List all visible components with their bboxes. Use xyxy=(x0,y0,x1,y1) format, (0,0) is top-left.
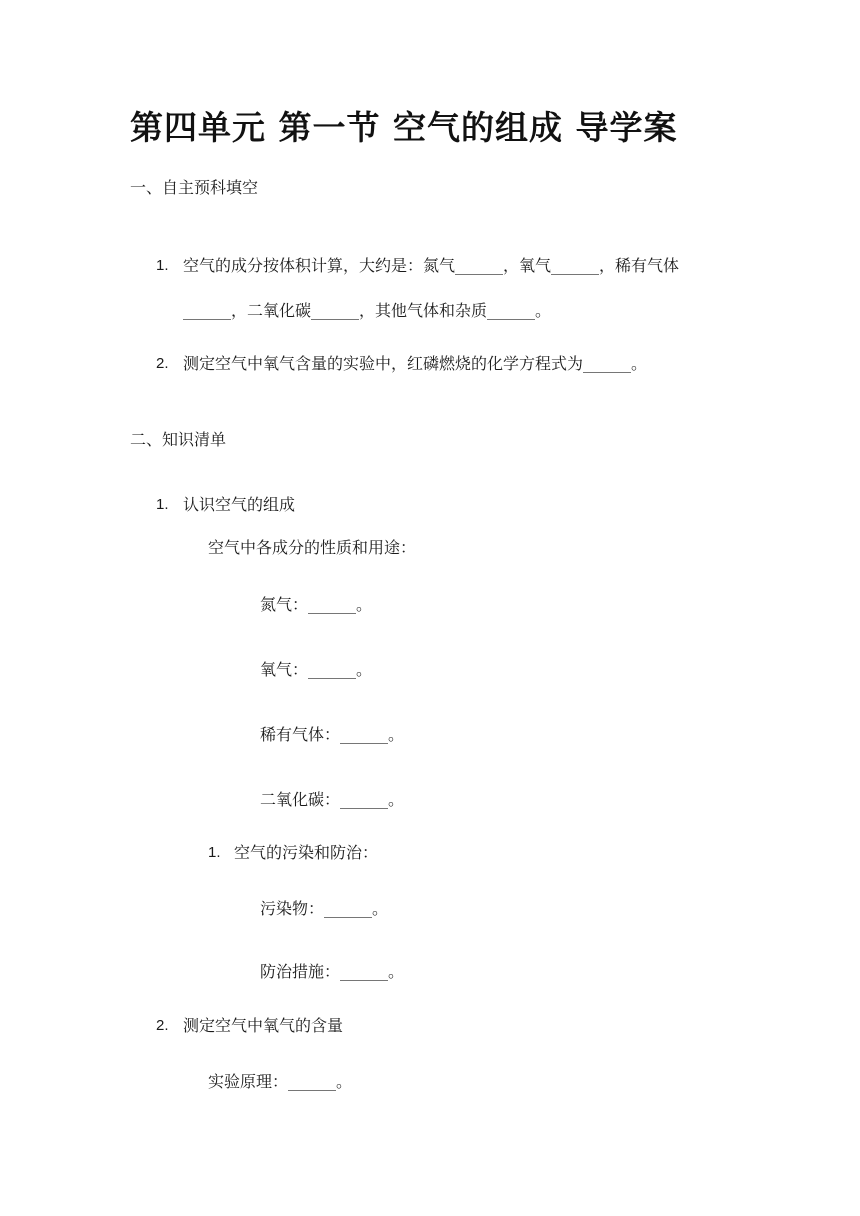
sub-heading-properties: 空气中各成分的性质和用途： xyxy=(208,538,417,557)
oxygen-line: 氧气：______。 xyxy=(260,660,373,679)
page-title: 第四单元 第一节 空气的组成 导学案 xyxy=(130,108,678,147)
section-heading-preview: 一、自主预科填空 xyxy=(130,178,259,197)
principle-line: 实验原理：______。 xyxy=(208,1072,353,1091)
pollution-label: 空气的污染和防治： xyxy=(234,843,379,862)
item-2-label: 测定空气中氧气的含量 xyxy=(183,1016,344,1035)
question-2-text: 测定空气中氧气含量的实验中，红磷燃烧的化学方程式为______。 xyxy=(183,354,648,373)
question-1-line-2: ______，二氧化碳______，其他气体和杂质______。 xyxy=(183,301,552,320)
item-1-label: 认识空气的组成 xyxy=(183,495,296,514)
list-number: 1. xyxy=(156,257,169,274)
co2-line: 二氧化碳：______。 xyxy=(260,790,405,809)
list-number: 2. xyxy=(156,355,169,372)
section-heading-knowledge: 二、知识清单 xyxy=(130,430,227,449)
pollutants-line: 污染物：______。 xyxy=(260,899,389,918)
list-number: 1. xyxy=(156,496,169,513)
question-1-line-1: 空气的成分按体积计算，大约是：氮气______，氧气______，稀有气体 xyxy=(183,256,680,275)
list-number: 1. xyxy=(208,844,221,861)
noble-gas-line: 稀有气体：______。 xyxy=(260,725,405,744)
measures-line: 防治措施：______。 xyxy=(260,962,405,981)
nitrogen-line: 氮气：______。 xyxy=(260,595,373,614)
list-number: 2. xyxy=(156,1017,169,1034)
